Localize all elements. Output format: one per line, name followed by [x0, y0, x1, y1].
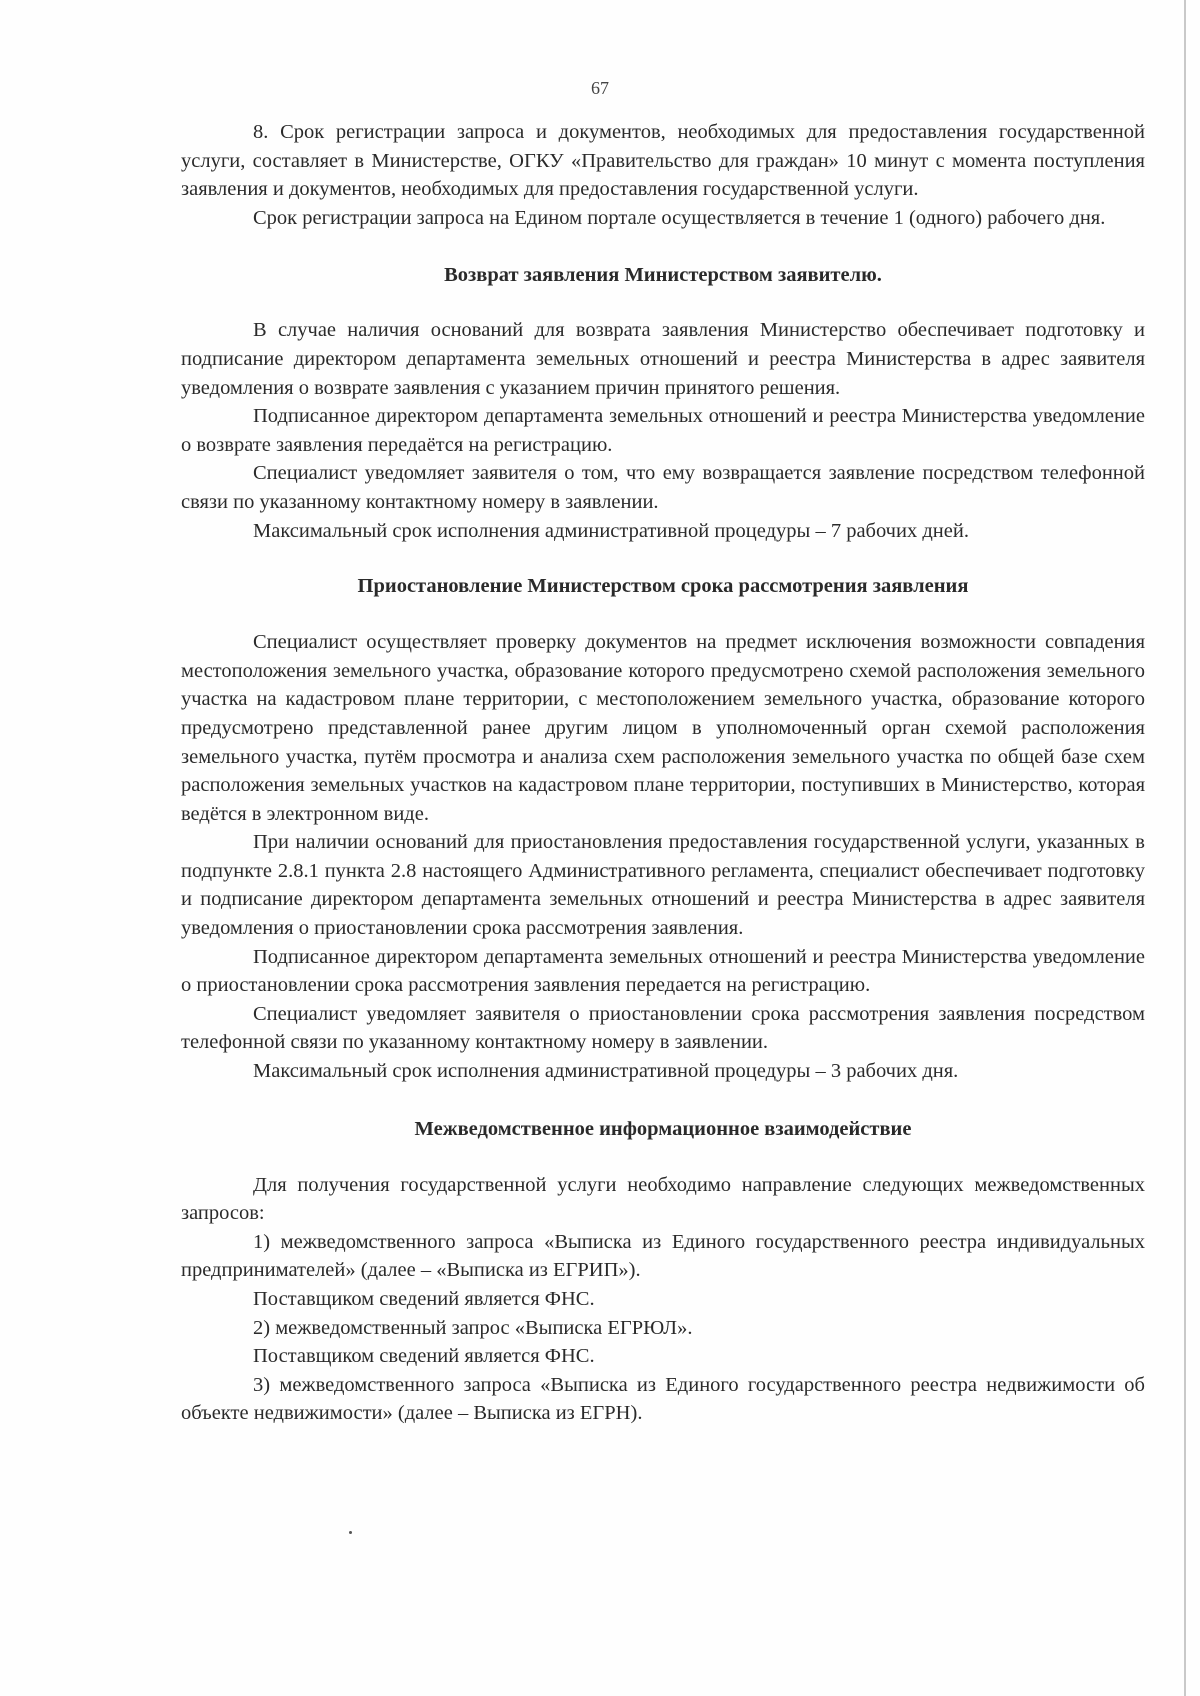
- paragraph: В случае наличия оснований для возврата заявления Министерство обеспечивает подготовку и подписание директором департамента земельных отношений и реестра Министерства в адрес заявителя уведомления о возврате заявления с указанием причин принятого решения.: [181, 319, 1145, 399]
- paragraph: При наличии оснований для приостановления предоставления государственной услуги, указанных в подпункте 2.8.1 пункта 2.8 настоящего Административного регламента, специалист обеспечивает подготовку и подписание директором департамента земельных отношений и реестра Министерства в адрес заявителя уведомления о приостановлении срока рассмотрения заявления.: [181, 831, 1145, 940]
- paragraph: 8. Срок регистрации запроса и документов, необходимых для предоставления государственной услуги, составляет в Министерстве, ОГКУ «Правительство для граждан» 10 минут с момента поступления заявления и документов, необходимых для предоставления государственной услуги.: [181, 121, 1145, 201]
- section-heading-return: Возврат заявления Министерством заявителю.: [444, 264, 882, 287]
- paragraph: Подписанное директором департамента земельных отношений и реестра Министерства уведомление о приостановлении срока рассмотрения заявления передается на регистрацию.: [181, 945, 1145, 997]
- list-item: 3) межведомственного запроса «Выписка из Единого государственного реестра недвижимости об объекте недвижимости» (далее – Выписка из ЕГРН).: [181, 1373, 1145, 1425]
- section-heading-suspension: Приостановление Министерством срока рассмотрения заявления: [357, 575, 969, 598]
- paragraph: Специалист уведомляет заявителя о приостановлении срока рассмотрения заявления посредством телефонной связи по указанному контактному номеру в заявлении.: [181, 1002, 1145, 1054]
- list-item: 2) межведомственный запрос «Выписка ЕГРЮЛ».: [253, 1316, 693, 1339]
- scan-edge-line: [1184, 0, 1186, 1696]
- paragraph: Максимальный срок исполнения административной процедуры – 3 рабочих дня.: [253, 1060, 959, 1083]
- paragraph: Специалист осуществляет проверку документов на предмет исключения возможности совпадения местоположения земельного участка, образование которого предусмотрено схемой расположения земельного участка на кадастровом плане территории, с местоположением земельного участка, образование которого предусмотрено представленной ранее другим лицом в уполномоченный орган схемой расположения земельного участка, путём просмотра и анализа схем расположения земельного участка по общей базе схем расположения земельных участков на кадастровом плане территории, поступивших в Министерство, которая ведётся в электронном виде.: [181, 631, 1145, 825]
- scan-speck: [349, 1531, 352, 1534]
- paragraph: Подписанное директором департамента земельных отношений и реестра Министерства уведомление о возврате заявления передаётся на регистрацию.: [181, 405, 1145, 456]
- page-number: 67: [591, 78, 609, 98]
- list-item: 1) межведомственного запроса «Выписка из Единого государственного реестра индивидуальных предпринимателей» (далее – «Выписка из ЕГРИП»).: [181, 1230, 1145, 1282]
- paragraph: Поставщиком сведений является ФНС.: [253, 1345, 595, 1368]
- section-heading-interagency: Межведомственное информационное взаимодействие: [414, 1117, 912, 1140]
- paragraph: Специалист уведомляет заявителя о том, что ему возвращается заявление посредством телефонной связи по указанному контактному номеру в заявлении.: [181, 462, 1145, 513]
- paragraph: Для получения государственной услуги необходимо направление следующих межведомственных запросов:: [181, 1173, 1145, 1225]
- document-body: [181, 118, 1145, 1428]
- paragraph: Максимальный срок исполнения административной процедуры – 7 рабочих дней.: [253, 519, 969, 542]
- paragraph: Срок регистрации запроса на Едином портале осуществляется в течение 1 (одного) рабочего дня.: [253, 206, 1106, 229]
- paragraph: Поставщиком сведений является ФНС.: [253, 1288, 595, 1310]
